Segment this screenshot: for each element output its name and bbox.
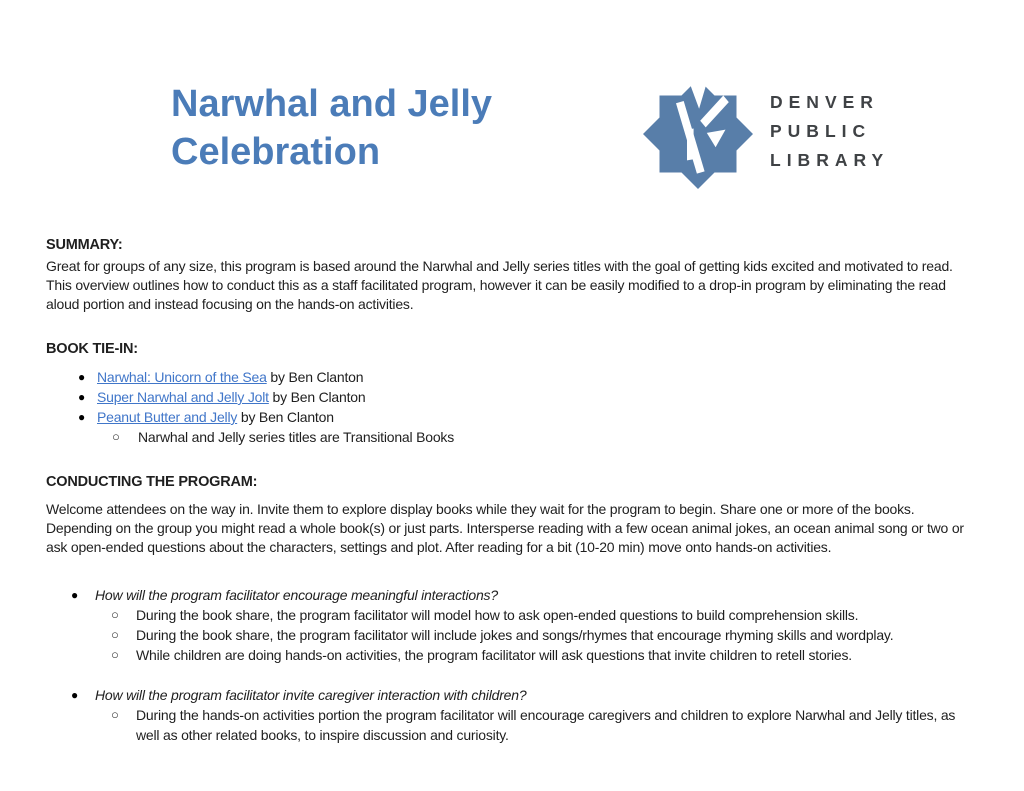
facilitator-question-list [46, 585, 980, 745]
summary-heading: SUMMARY: [46, 237, 123, 253]
book-link-narwhal-unicorn[interactable]: Narwhal: Unicorn of the Sea [97, 369, 267, 385]
logo-word-denver: DENVER [770, 92, 879, 112]
page-title-line-1: Narwhal and Jelly [171, 83, 493, 125]
conducting-paragraph: Welcome attendees on the way in. Invite them to explore display books while they wait for the program to begin. Share one or more of the books. Depending on the group you might read a whole book(s) or just parts. Intersperse reading with a few ocean animal jokes, an ocean animal song or two or ask open-ended questions about the characters, settings and plot. After reading for a bit (10-20 min) move onto hands-on activities. [46, 501, 964, 555]
answer-item [95, 705, 980, 745]
book-author-suffix: by Ben Clanton [266, 369, 364, 385]
logo-word-library: LIBRARY [770, 150, 890, 170]
book-author-suffix: by Ben Clanton [237, 409, 334, 425]
answer-list [95, 705, 980, 745]
book-list [46, 367, 980, 447]
logo-word-public: PUBLIC [770, 121, 872, 141]
answer-item [95, 605, 980, 625]
page-title-line-2: Celebration [171, 131, 381, 173]
summary-paragraph: Great for groups of any size, this program is based around the Narwhal and Jelly series titles with the goal of getting kids excited and motivated to read. This overview outlines how to conduct this as a staff facilitated program, however it can be easily modified to a drop-in program by eliminating the read aloud portion and instead focusing on the hands-on activities. [46, 258, 953, 312]
answer-item [95, 645, 980, 665]
answer-list [95, 605, 980, 665]
book-list-item [46, 367, 980, 387]
conducting-heading: CONDUCTING THE PROGRAM: [46, 474, 258, 490]
book-link-peanut-butter[interactable]: Peanut Butter and Jelly [97, 409, 238, 425]
dpl-star-icon [642, 79, 754, 189]
question-text: How will the program facilitator invite caregiver interaction with children? [95, 687, 527, 703]
answer-text: During the book share, the program facilitator will model how to ask open-ended questions to build comprehension skills. [136, 607, 859, 623]
book-tie-in-heading: BOOK TIE-IN: [46, 341, 138, 357]
page-title [171, 80, 492, 176]
book-list-item [46, 407, 980, 427]
answer-text: During the hands-on activities portion the program facilitator will encourage caregivers and children to explore Narwhal and Jelly titles, as well as other related books, to inspire discussion and curiosity. [136, 707, 956, 743]
book-series-note [46, 427, 980, 447]
library-logo [642, 79, 889, 189]
logo-wordmark [770, 88, 889, 189]
book-author-suffix: by Ben Clanton [268, 389, 366, 405]
question-item [46, 685, 980, 745]
answer-text: While children are doing hands-on activities, the program facilitator will ask questions that invite children to retell stories. [136, 647, 852, 663]
book-series-note-text: Narwhal and Jelly series titles are Transitional Books [138, 429, 455, 445]
question-item [46, 585, 980, 665]
document-body [46, 236, 980, 745]
book-list-item [46, 387, 980, 407]
answer-text: During the book share, the program facilitator will include jokes and songs/rhymes that encourage rhyming skills and wordplay. [136, 627, 894, 643]
answer-item [95, 625, 980, 645]
question-text: How will the program facilitator encourage meaningful interactions? [95, 587, 498, 603]
book-link-super-narwhal[interactable]: Super Narwhal and Jelly Jolt [97, 389, 269, 405]
